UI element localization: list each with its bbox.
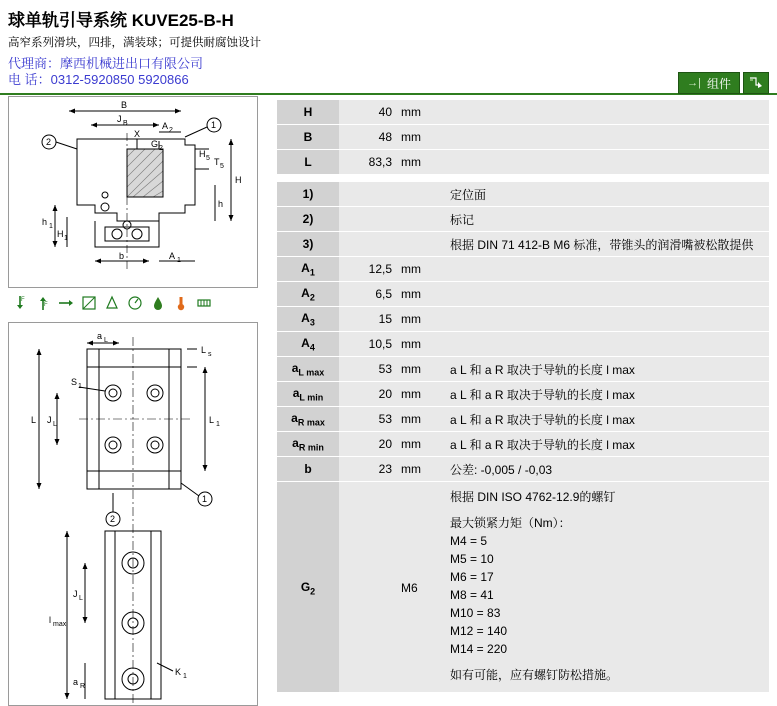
svg-text:B: B: [121, 100, 128, 110]
svg-text:A: A: [169, 251, 176, 261]
svg-text:H: H: [199, 149, 206, 159]
g2-standard-text: 根据 DIN ISO 4762-12.9的螺钉: [450, 490, 616, 504]
row-unit: M6: [396, 482, 444, 693]
svg-text:L: L: [209, 415, 215, 425]
row-unit: mm: [396, 257, 444, 282]
svg-text:L: L: [201, 345, 207, 355]
table-row: [277, 207, 769, 232]
table-row: [277, 282, 769, 307]
torque-m5: M5 = 10: [450, 552, 494, 566]
svg-text:max: max: [53, 621, 67, 628]
table-row: [277, 307, 769, 332]
svg-text:1: 1: [64, 235, 68, 242]
row-desc: [444, 282, 769, 307]
svg-text:h: h: [218, 199, 224, 209]
row-value: [339, 232, 396, 257]
component-button-label: 组件: [706, 76, 731, 91]
row-desc: a L 和 a R 取决于导轨的长度 l max: [444, 357, 769, 382]
carriage-cross-section-drawing: [8, 96, 258, 288]
page-header: [0, 0, 777, 90]
row-label: L: [277, 150, 339, 175]
table-row: [277, 182, 769, 207]
row-value: 83,3: [339, 150, 396, 175]
row-value: 6,5: [339, 282, 396, 307]
row-unit: mm: [396, 150, 444, 175]
row-unit: mm: [396, 307, 444, 332]
drawings-column: [8, 96, 258, 706]
torque-m6: M6 = 17: [450, 570, 494, 584]
svg-text:5: 5: [220, 163, 224, 170]
svg-text:L: L: [104, 337, 108, 344]
component-button[interactable]: [678, 72, 740, 94]
table-row: [277, 382, 769, 407]
svg-text:G: G: [151, 139, 159, 149]
row-label: $G_2$: [277, 482, 339, 693]
row-desc: a L 和 a R 取决于导轨的长度 l max: [444, 407, 769, 432]
row-unit: mm: [396, 432, 444, 457]
accuracy-icon: [194, 293, 214, 313]
row-value: [339, 182, 396, 207]
svg-text:1: 1: [211, 120, 217, 130]
row-value: 12,5: [339, 257, 396, 282]
detail-dimensions-table: [277, 182, 769, 693]
torque-m8: M8 = 41: [450, 588, 494, 602]
row-value: 53: [339, 407, 396, 432]
row-unit: mm: [396, 407, 444, 432]
row-desc: [444, 150, 769, 175]
page-subtitle: 高窄系列滑块，四排，满装球；可提供耐腐蚀设计: [8, 37, 261, 49]
table-row: [277, 332, 769, 357]
download-button[interactable]: [743, 72, 769, 94]
svg-text:a: a: [73, 677, 79, 687]
torque-m10: M10 = 83: [450, 606, 501, 620]
svg-text:J: J: [47, 415, 52, 425]
row-value: 15: [339, 307, 396, 332]
row-unit: mm: [396, 357, 444, 382]
torque-m4: M4 = 5: [450, 534, 488, 548]
table-row: [277, 232, 769, 257]
row-desc: [444, 307, 769, 332]
svg-text:1: 1: [49, 223, 53, 230]
row-value: [339, 207, 396, 232]
row-desc: 根据 DIN 71 412-B M6 标准，带锥头的润滑嘴被松散提供: [444, 232, 769, 257]
row-value: 23: [339, 457, 396, 482]
table-row: [277, 357, 769, 382]
row-label: b: [277, 457, 339, 482]
table-row: [277, 100, 769, 125]
svg-text:a: a: [97, 331, 103, 341]
load-up-icon: [33, 293, 53, 313]
row-label: 1): [277, 182, 339, 207]
svg-text:2: 2: [159, 145, 163, 152]
svg-text:1: 1: [202, 494, 208, 504]
row-unit: mm: [396, 125, 444, 150]
svg-text:X: X: [134, 129, 141, 139]
row-label: $A_4$: [277, 332, 339, 357]
row-desc: a L 和 a R 取决于导轨的长度 l max: [444, 432, 769, 457]
row-desc: 公差: -0,005 / -0,03: [444, 457, 769, 482]
svg-text:J: J: [117, 114, 122, 124]
row-desc: [444, 125, 769, 150]
toolbar: [678, 72, 769, 94]
g2-locking-note: 如有可能，应有螺钉防松措施。: [450, 668, 619, 682]
header-divider: [0, 93, 777, 95]
svg-text:H: H: [235, 175, 242, 185]
svg-text:J: J: [73, 589, 78, 599]
row-desc: [444, 257, 769, 282]
svg-text:T: T: [214, 157, 220, 167]
row-unit: mm: [396, 282, 444, 307]
svg-text:K: K: [175, 667, 182, 677]
row-label: 2): [277, 207, 339, 232]
svg-text:L: L: [53, 421, 57, 428]
content-area: [0, 96, 777, 690]
svg-text:b: b: [119, 251, 125, 261]
row-label: $A_2$: [277, 282, 339, 307]
table-row: [277, 457, 769, 482]
svg-text:2: 2: [169, 127, 173, 134]
row-label: B: [277, 125, 339, 150]
svg-text:2: 2: [46, 137, 52, 147]
row-value: [339, 482, 396, 693]
svg-text:1: 1: [177, 257, 181, 264]
load-side-icon: [56, 293, 76, 313]
row-label: $a_{L max}$: [277, 357, 339, 382]
row-label: H: [277, 100, 339, 125]
row-label: $a_{R max}$: [277, 407, 339, 432]
table-row: [277, 150, 769, 175]
table-row: [277, 257, 769, 282]
phone-label: 电 话：: [8, 72, 51, 87]
torque-m12: M12 = 140: [450, 624, 508, 638]
carriage-top-and-rail-drawing: [8, 322, 258, 706]
phone-value: 0312-5920850 5920866: [50, 72, 189, 87]
row-unit: mm: [396, 382, 444, 407]
row-label: $A_3$: [277, 307, 339, 332]
row-unit: mm: [396, 332, 444, 357]
table-row-g2: [277, 482, 769, 693]
row-label: $a_{L min}$: [277, 382, 339, 407]
row-desc: a L 和 a R 取决于导轨的长度 l max: [444, 382, 769, 407]
row-value: 20: [339, 432, 396, 457]
svg-text:L: L: [79, 595, 83, 602]
dealer-line: [8, 56, 769, 72]
arrow-right-icon: →|: [687, 77, 701, 89]
row-label: $A_1$: [277, 257, 339, 282]
row-unit: [396, 232, 444, 257]
row-value: 40: [339, 100, 396, 125]
lubrication-icon: [148, 293, 168, 313]
moment2-icon: [102, 293, 122, 313]
g2-torque-heading: 最大锁紧力矩（Nm）：: [450, 516, 571, 530]
row-unit: [396, 182, 444, 207]
row-value: 20: [339, 382, 396, 407]
row-value: 53: [339, 357, 396, 382]
svg-text:R: R: [80, 683, 86, 690]
moment-icon: [79, 293, 99, 313]
row-value: 10,5: [339, 332, 396, 357]
row-desc: [444, 100, 769, 125]
svg-text:1: 1: [183, 673, 187, 680]
row-desc: [444, 332, 769, 357]
svg-text:B: B: [123, 120, 128, 127]
svg-text:2: 2: [110, 514, 116, 524]
download-icon: [748, 76, 764, 90]
svg-text:l: l: [49, 615, 51, 625]
table-row: [277, 125, 769, 150]
row-unit: mm: [396, 457, 444, 482]
row-unit: [396, 207, 444, 232]
page-title: 球单轨引导系统 KUVE25-B-H: [8, 11, 234, 30]
svg-text:5: 5: [206, 155, 210, 162]
svg-text:s: s: [208, 351, 212, 358]
svg-text:H: H: [57, 229, 64, 239]
row-value: 48: [339, 125, 396, 150]
row-unit: mm: [396, 100, 444, 125]
table-row: [277, 432, 769, 457]
spec-tables-column: [277, 100, 769, 693]
property-icons-strip: [8, 290, 258, 316]
load-down-icon: [10, 293, 30, 313]
dealer-label: 代理商：: [8, 56, 61, 71]
table-row: [277, 407, 769, 432]
dealer-info: [8, 56, 769, 88]
svg-text:A: A: [162, 121, 169, 131]
row-label: $a_{R min}$: [277, 432, 339, 457]
dealer-name: 摩西机械进出口有限公司: [60, 56, 204, 71]
phone-line: [8, 72, 769, 88]
svg-text:F: F: [44, 302, 48, 308]
torque-m14: M14 = 220: [450, 642, 508, 656]
svg-text:F: F: [21, 297, 25, 303]
svg-text:S: S: [71, 377, 78, 387]
row-desc: [444, 482, 769, 693]
row-label: 3): [277, 232, 339, 257]
svg-text:1: 1: [78, 383, 82, 390]
svg-text:h: h: [42, 217, 48, 227]
temperature-icon: [171, 293, 191, 313]
row-desc: 标记: [444, 207, 769, 232]
svg-text:1: 1: [216, 421, 220, 428]
main-dimensions-table: [277, 100, 769, 175]
svg-text:L: L: [31, 415, 37, 425]
speed-icon: [125, 293, 145, 313]
row-desc: 定位面: [444, 182, 769, 207]
